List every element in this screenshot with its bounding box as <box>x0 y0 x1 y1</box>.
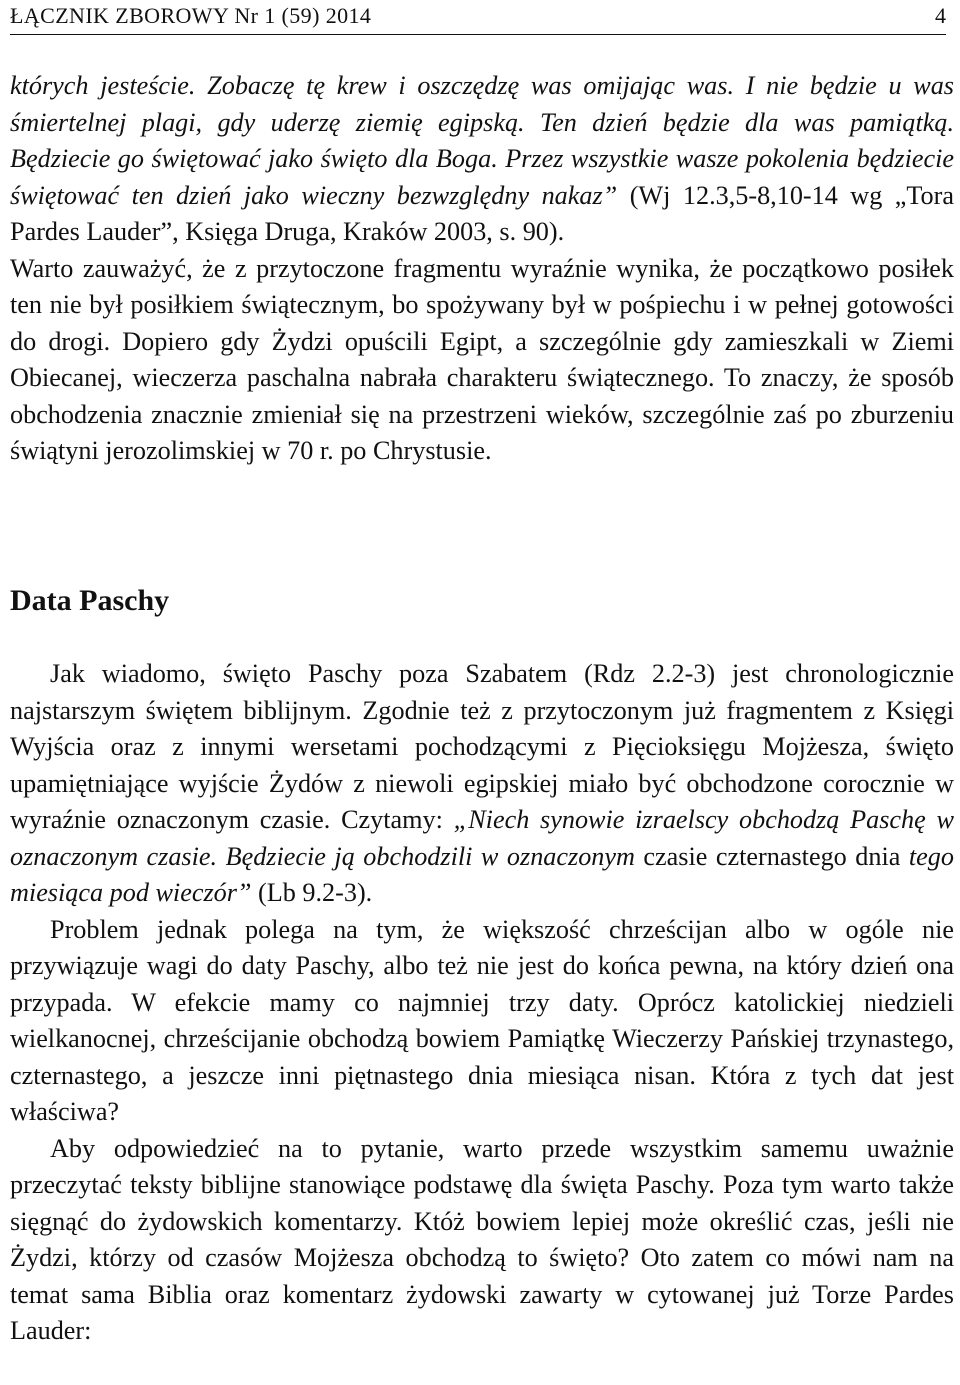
section-paragraph-2: Problem jednak polega na tym, że większość chrześcijan albo w ogóle nie przywiązuje wagi do daty Paschy, albo też nie jest do końca pewna, na który dzień ona przypada. W efekcie mamy co najmniej trzy daty. Oprócz katolickiej niedzieli wielkanocnej, chrześcijanie obchodzą bowiem Pamiątkę Wieczerzy Pańskiej trzynastego, czternastego, a jeszcze inni piętnastego dnia miesiąca nisan. Która z tych dat jest właściwa? <box>10 914 954 1126</box>
quote-plain-part: czasie czternastego dnia <box>634 841 909 871</box>
section-paragraph-1 <box>10 656 954 912</box>
journal-title: ŁĄCZNIK ZBOROWY Nr 1 (59) 2014 <box>10 3 372 28</box>
quote-citation: (Wj 12.3,5-8,10-14 wg „Tora Pardes Lauder”, Księga Druga, Kraków 2003, s. 90). <box>10 180 954 246</box>
section-heading: Data Paschy <box>10 584 170 617</box>
paragraph-text: Jak wiadomo, święto Paschy poza Szabatem (Rdz 2.2-3) jest chronologicznie najstarszym świętem biblijnym. Zgodnie też z przytoczonym już fragmentem z Księgi Wyjścia oraz z innymi wersetami pochodzącymi z Pięcioksięgu Mojżesza, święto upamiętniające wyjście Żydów z niewoli egipskiej miało być obchodzone corocznie w wyraźnie oznaczonym czasie. Czytamy: <box>10 659 954 834</box>
section-body <box>10 656 954 1350</box>
page-number: 4 <box>935 3 946 28</box>
scripture-quote: których jesteście. Zobaczę tę krew i oszczędzę was omijając was. I nie będzie u was śmiertelnej plagi, gdy uderzę ziemię egipską. Ten dzień będzie dla was pamiątką. Będziecie go świętować jako święto dla Boga. Przez wszystkie wasze pokolenia będziecie świętować ten dzień jako wieczny bezwzględny nakaz” <box>10 71 954 210</box>
running-header <box>10 0 946 35</box>
section-paragraph-3: Aby odpowiedzieć na to pytanie, warto przede wszystkim samemu uważnie przeczytać teksty biblijne stanowiące podstawę dla święta Paschy. Poza tym warto także sięgnąć do żydowskich komentarzy. Któż bowiem lepiej może określić czas, jeśli nie Żydzi, którzy od czasów Mojżesza obchodzą to święto? Oto zatem co mówi nam na temat sama Biblia oraz komentarz żydowski zawarty w cytowanej już Torze Pardes Lauder: <box>10 1133 954 1345</box>
intro-block <box>10 68 954 470</box>
scripture-quote-part: „Niech synowie izraelscy obchodzą Paschę w oznaczonym czasie. Będziecie ją obchodzili w oznaczonym <box>10 805 954 871</box>
quote-citation: (Lb 9.2-3). <box>251 878 373 907</box>
commentary-paragraph: Warto zauważyć, że z przytoczone fragmentu wyraźnie wynika, że początkowo posiłek ten nie był posiłkiem świątecznym, bo spożywany był w pośpiechu i w pełnej gotowości do drogi. Dopiero gdy Żydzi opuścili Egipt, a szczególnie gdy zamieszkali w Ziemi Obiecanej, wieczerza paschalna nabrała charakteru świątecznego. To znaczy, że sposób obchodzenia znacznie zmieniał się na przestrzeni wieków, szczególnie zaś po zburzeniu świątyni jerozolimskiej w 70 r. po Chrystusie. <box>10 253 954 465</box>
quotation-paragraph <box>10 68 954 251</box>
scripture-quote-end: tego miesiąca pod wieczór” <box>10 841 954 907</box>
